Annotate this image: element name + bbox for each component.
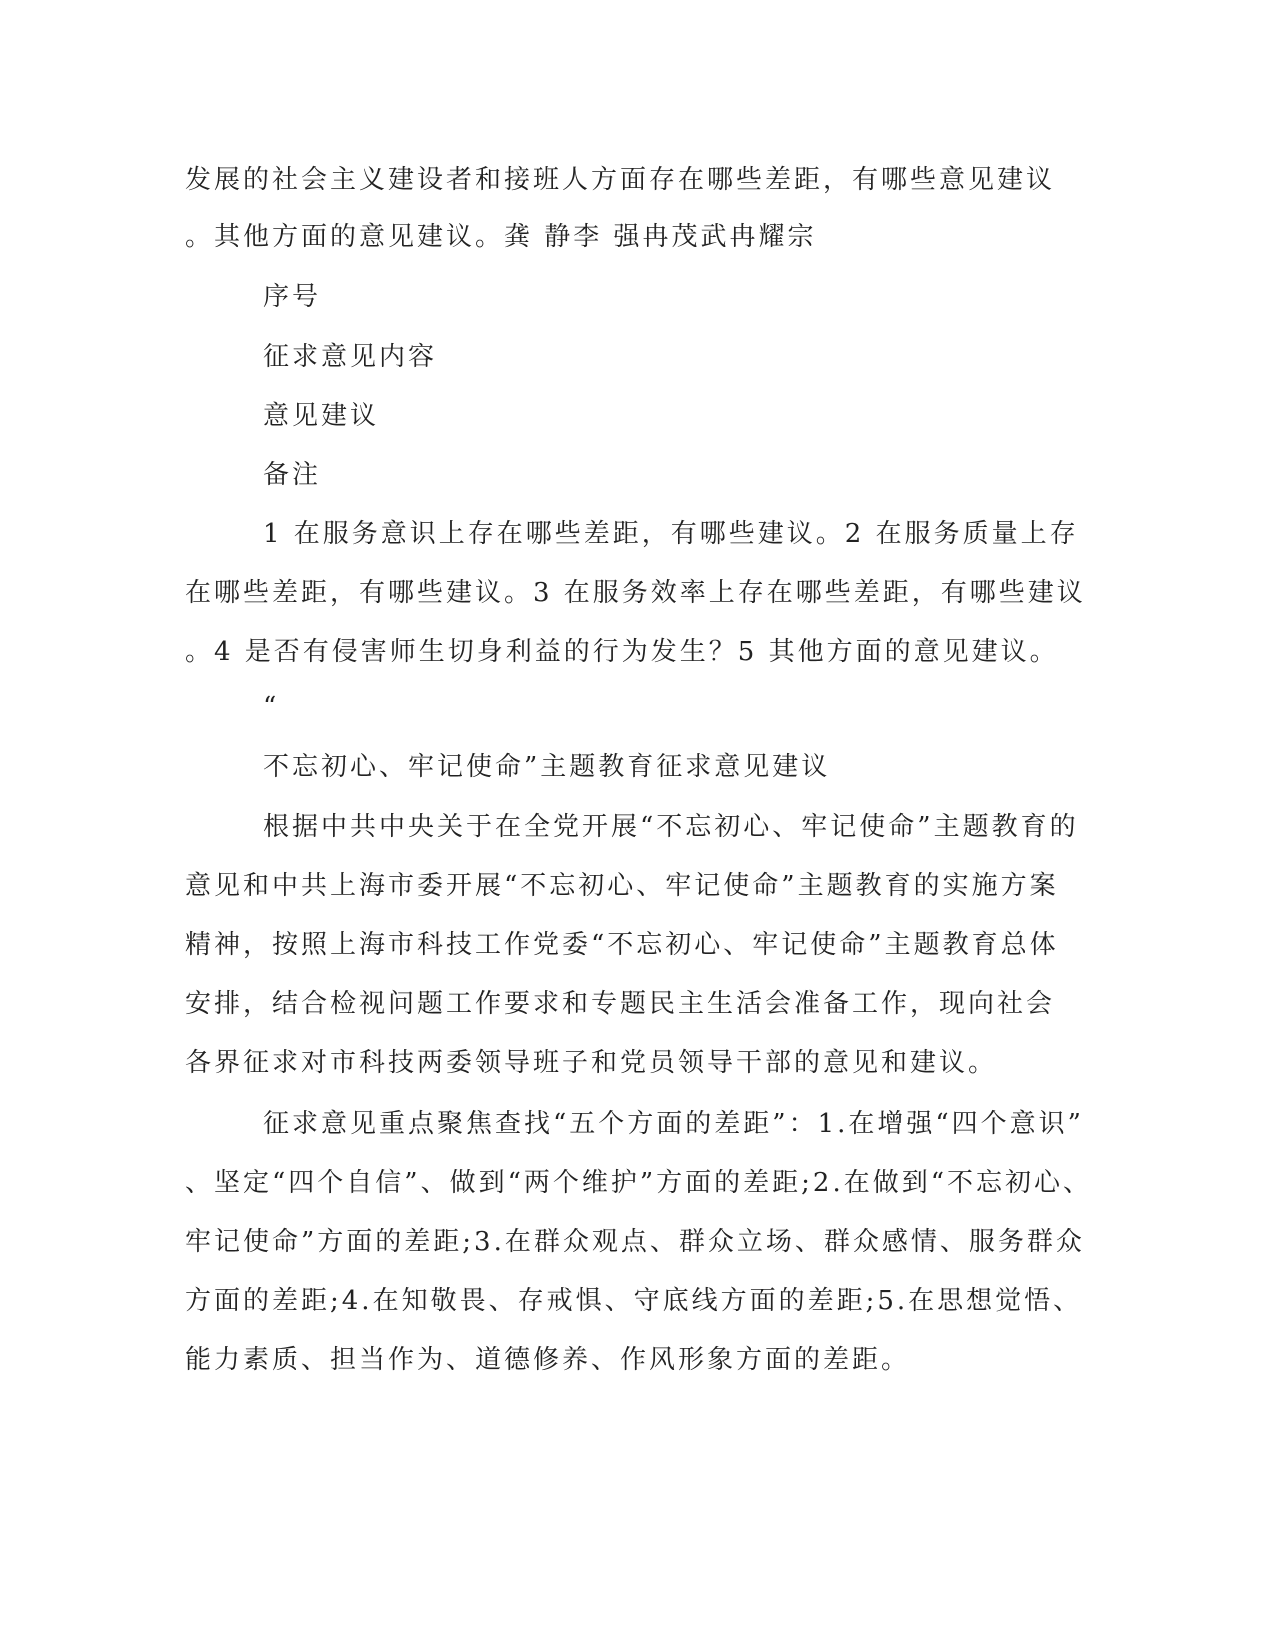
table-header-remark: 备注 (263, 460, 322, 490)
body-text-line: 安排，结合检视问题工作要求和专题民主生活会准备工作，现向社会 (185, 989, 1056, 1019)
body-text-line: 精神，按照上海市科技工作党委“不忘初心、牢记使命”主题教育总体 (185, 930, 1059, 960)
body-text-line: 根据中共中央关于在全党开展“不忘初心、牢记使命”主题教育的 (263, 812, 1079, 842)
body-text-line: 征求意见重点聚焦查找“五个方面的差距”：1.在增强“四个意识” (263, 1109, 1084, 1139)
body-text-line: 意见和中共上海市委开展“不忘初心、牢记使命”主题教育的实施方案 (185, 871, 1059, 901)
body-text-line: 能力素质、担当作为、道德修养、作风形象方面的差距。 (185, 1345, 911, 1375)
body-text-line: 1 在服务意识上存在哪些差距，有哪些建议。2 在服务质量上存 (263, 519, 1079, 549)
body-text-line: 、坚定“四个自信”、做到“两个维护”方面的差距;2.在做到“不忘初心、 (185, 1168, 1093, 1198)
body-text-line: 牢记使命”方面的差距;3.在群众观点、群众立场、群众感情、服务群众 (185, 1227, 1085, 1257)
body-text-line: 各界征求对市科技两委领导班子和党员领导干部的意见和建议。 (185, 1048, 998, 1078)
body-text-line: 发展的社会主义建设者和接班人方面存在哪些差距，有哪些意见建议 (185, 165, 1056, 195)
body-text-line: 在哪些差距，有哪些建议。3 在服务效率上存在哪些差距，有哪些建议 (185, 578, 1086, 608)
table-header-content: 征求意见内容 (263, 342, 438, 372)
quote-mark: “ (263, 692, 280, 722)
body-text-line: 。4 是否有侵害师生切身利益的行为发生？5 其他方面的意见建议。 (185, 637, 1059, 667)
section-heading: 不忘初心、牢记使命”主题教育征求意见建议 (263, 752, 831, 782)
table-header-suggestion: 意见建议 (263, 401, 380, 431)
body-text-line: 。其他方面的意见建议。龚 静李 强冉茂武冉耀宗 (185, 222, 817, 252)
body-text-line: 方面的差距;4.在知敬畏、存戒惧、守底线方面的差距;5.在思想觉悟、 (185, 1286, 1083, 1316)
table-header-serial: 序号 (263, 282, 322, 312)
